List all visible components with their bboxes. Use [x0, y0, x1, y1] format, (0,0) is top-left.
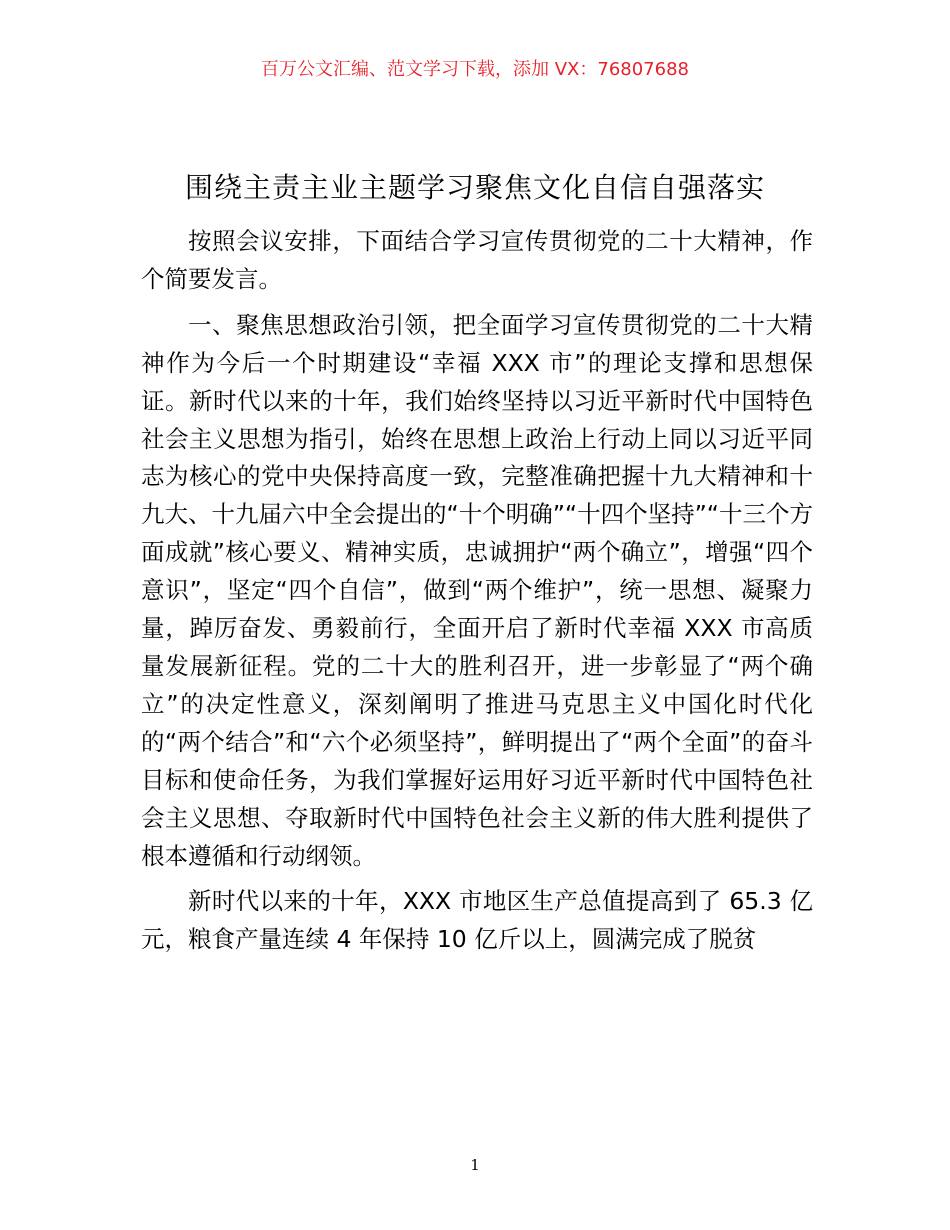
header-watermark-note: 百万公文汇编、范文学习下载，添加 VX：76807688 — [261, 59, 689, 80]
paragraph-section-one: 一、聚焦思想政治引领，把全面学习宣传贯彻党的二十大精神作为今后一个时期建设“幸福 XXX 市”的理论支撑和思想保证。新时代以来的十年，我们始终坚持以习近平新时代中国特色社会主义思想为指引，始终在思想上政治上行动上同以习近平同志为核心的党中央保持高度一致，完整准确把握十九大精神和十九大、十九届六中全会提出的“十个明确”“十四个坚持”“十三个方面成就”核心要义、精神实质，忠诚拥护“两个确立”，增强“四个意识”，坚定“四个自信”，做到“两个维护”，统一思想、凝聚力量，踔厉奋发、勇毅前行，全面开启了新时代幸福 XXX 市高质量发展新征程。党的二十大的胜利召开，进一步彰显了“两个确立”的决定性意义，深刻阐明了推进马克思主义中国化时代化的“两个结合”和“六个必须坚持”，鲜明提出了“两个全面”的奋斗目标和使命任务，为我们掌握好运用好习近平新时代中国特色社会主义思想、夺取新时代中国特色社会主义新的伟大胜利提供了根本遵循和行动纲领。 — [141, 310, 813, 870]
page-number: 1 — [470, 1156, 480, 1174]
paragraph-intro: 按照会议安排，下面结合学习宣传贯彻党的二十大精神，作个简要发言。 — [141, 227, 813, 293]
document-body — [141, 223, 813, 959]
paragraph-decade-stats: 新时代以来的十年，XXX 市地区生产总值提高到了 65.3 亿元，粮食产量连续 4 年保持 10 亿斤以上，圆满完成了脱贫 — [141, 887, 813, 954]
document-title: 围绕主责主业主题学习聚焦文化自信自强落实 — [184, 171, 765, 204]
